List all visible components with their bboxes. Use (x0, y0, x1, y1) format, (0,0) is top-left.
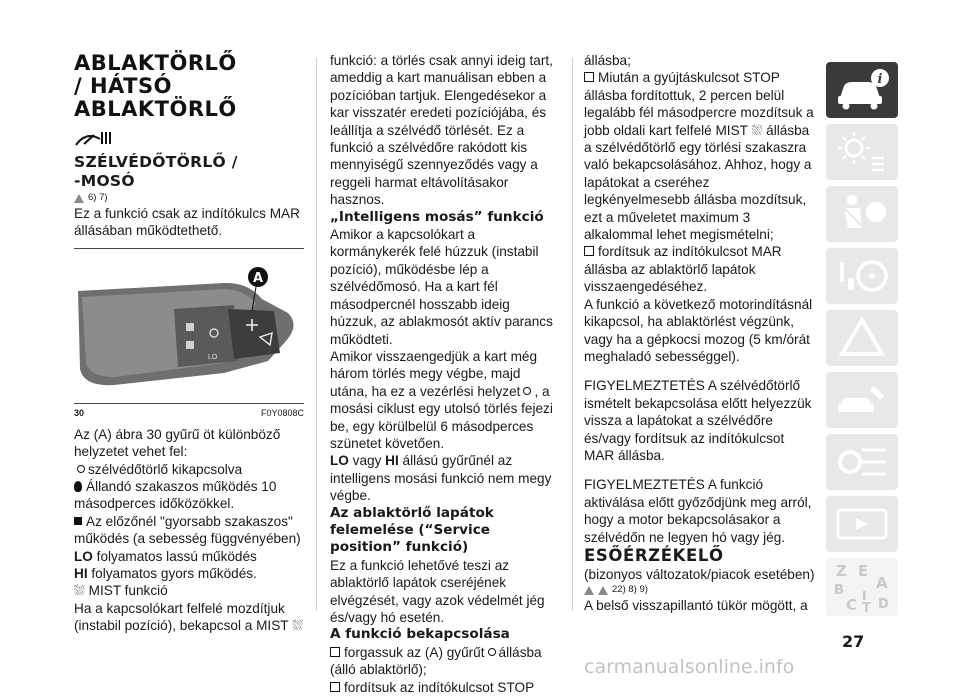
list-item: LO folyamatos lassú működés (74, 548, 257, 564)
subheading: „Intelligens mosás” funkció (330, 208, 544, 225)
list-item: forgassuk az (A) gyűrűt állásba (álló ablaktörlő); (330, 644, 542, 678)
steering-wheel-icon (826, 248, 898, 304)
column-2 (330, 52, 560, 696)
off-position-icon (488, 648, 496, 656)
warning-paragraph: FIGYELMEZTETÉS A szélvédőtörlő ismételt bekapcsolása előtt helyezzük vissza a lapátokat a szélvédőre és/vagy fordítsuk az indítókulcsot MAR állásba. (584, 378, 812, 463)
svg-text:Z: Z (836, 562, 847, 580)
list-item: ⛆ MIST funkció (74, 583, 168, 599)
tab-index[interactable] (826, 558, 898, 616)
multimedia-icon (826, 496, 898, 552)
subheading: A funkció bekapcsolása (330, 626, 510, 643)
paragraph: A funkció a következő motorindításnál kikapcsol, ha ablaktörlést végzünk, vagy ha a gépkocsi mozog (5 km/órát meghaladó sebességgel). (584, 296, 813, 364)
svg-text:C: C (846, 596, 858, 614)
paragraph: Ha a kapcsolókart felfelé mozdítjuk (instabil pozíció), bekapcsol a MIST ⛆ (74, 600, 303, 634)
warning-icon (584, 586, 594, 595)
list-item: fordítsuk az indítókulcsot STOP (330, 679, 560, 696)
warning-refs: 6) 7) (74, 191, 304, 205)
tab-vehicle-info[interactable] (826, 62, 898, 118)
wrench-car-icon (826, 372, 898, 428)
seatbelt-airbag-icon (826, 186, 898, 242)
figure-callout-a: A (252, 270, 264, 286)
list-item: fordítsuk az indítókulcsot MAR állásba az ablaktörlő lapátok visszaengedéséhez. (584, 244, 782, 295)
figure-caption (74, 406, 304, 420)
paragraph: Ez a funkció csak az indítókulcs MAR állásában működtethető. (74, 206, 300, 239)
paragraph: Az (A) ábra 30 gyűrű öt különböző helyzetet vehet fel: (74, 426, 281, 460)
wiper-stalk-illustration (74, 249, 304, 403)
car-info-icon (826, 62, 898, 118)
figure-code: F0Y0808C (260, 407, 304, 418)
column-3 (584, 52, 816, 615)
subsection-title: -MOSÓ (74, 172, 135, 190)
paragraph: A belső visszapillantó tükör mögött, a (584, 598, 808, 614)
warning-triangle-icon (826, 310, 898, 366)
svg-text:i: i (877, 72, 883, 87)
svg-text:I: I (862, 589, 867, 603)
bullet-box-icon (330, 682, 340, 692)
svg-text:B: B (834, 583, 844, 598)
mist-icon: ⛆ (292, 618, 303, 634)
svg-text:D: D (878, 597, 889, 612)
warning-refs: 22) 8) 9) (584, 583, 816, 597)
paragraph: Amikor a kapcsolókart a kormánykerék felé húzzuk (instabil pozíció), működésbe lép a szélvédőmosó. Ha a kart fél másodpercnél hosszabb ideig húzzuk, az ablakmosót aktív parancs működteti. (330, 227, 553, 347)
off-position-icon (523, 387, 531, 395)
list-item: szélvédőtörlő kikapcsolva (74, 461, 304, 478)
figure-wiper-stalk (74, 248, 304, 404)
svg-text:LO: LO (208, 353, 218, 361)
page-number: 27 (842, 632, 865, 651)
paragraph: Ez a funkció lehetővé teszi az ablaktörlő lapátok cseréjének elvégzését, vagy azok védelmét jég és/vagy hó esetén. (330, 557, 545, 625)
list-item: HI folyamatos gyors működés. (74, 566, 257, 582)
paragraph: funkció: a törlés csak annyi ideig tart, ameddig a kart manuálisan ebben a pozícióban tartjuk. Elengedésekor a kar visszatér eredeti pozíciójába, és leállítja a szélvédő törlését. Ez a funkció a szélvédőre rakódott kis mennyiségű szennyeződés vagy a reggeli harmat eltávolításakor hasznos. (330, 53, 553, 208)
section-title: / HÁTSÓ (74, 74, 172, 98)
warning-paragraph: FIGYELMEZTETÉS A funkció aktiválása előtt győződjünk meg arról, hogy a motor bekapcsolásakor a szélvédőn ne legyen hó vagy jég. (584, 477, 812, 545)
svg-text:A: A (876, 574, 888, 592)
watermark: carmanualsonline.info (584, 656, 795, 678)
tab-specifications[interactable] (826, 434, 898, 490)
mist-icon: ⛆ (751, 122, 763, 138)
paragraph: Amikor visszaengedjük a kart még három törlés megy végbe, majd utána, ha ez a vezérlési helyzet , a mosási ciklust egy utolsó törlés fejezi be, egy körülbelül 6 másodperces szünetet követően. (330, 348, 553, 451)
svg-text:E: E (858, 562, 869, 580)
paragraph: LO vagy HI állású gyűrűnél az intelligens mosási funkció nem megy végbe. (330, 453, 552, 504)
svg-text:T: T (862, 601, 871, 616)
intermittent-icon (74, 481, 82, 492)
tab-emergency[interactable] (826, 310, 898, 366)
tab-safety[interactable] (826, 186, 898, 242)
bullet-box-icon (330, 647, 340, 657)
section-title: ABLAKTÖRLŐ (74, 51, 237, 75)
index-letters-icon (826, 558, 898, 616)
tab-dashboard-lights[interactable] (826, 124, 898, 180)
subsection-title: SZÉLVÉDŐTÖRLŐ / (74, 153, 238, 171)
list-item: Az előzőnél "gyorsabb szakaszos" működés (a sebesség függvényében) (74, 513, 301, 547)
column-divider (316, 58, 317, 611)
section-title: ABLAKTÖRLŐ (74, 97, 237, 121)
tab-multimedia[interactable] (826, 496, 898, 552)
figure-number: 30 (74, 407, 85, 418)
sun-lights-icon (826, 124, 898, 180)
fast-intermittent-icon (74, 517, 82, 525)
list-item: Miután a gyújtáskulcsot STOP állásba fordítottuk, 2 percen belül legalább fél másodpercre mozdítsuk a jobb oldali kart felfelé MIST ⛆ állásba a szélvédőtörlő egy törlési szakaszra való bekapcsolásához. Ahhoz, hogy a lapátokat a cseréhez legkényelmesebb állásba mozdítsuk, ezt a műveletet maximum 3 alkalommal lehet megismételni; (584, 70, 814, 243)
paragraph: állásba; (584, 53, 631, 68)
gear-specs-icon (826, 434, 898, 490)
column-divider (572, 58, 573, 611)
section-title: ESŐÉRZÉKELŐ (584, 545, 724, 565)
wiper-symbol-icon (74, 129, 304, 147)
mist-icon: ⛆ (74, 583, 89, 599)
warning-icon (598, 586, 608, 595)
bullet-box-icon (584, 246, 594, 256)
subheading: Az ablaktörlő lapátok felemelése (“Service position” funkció) (330, 504, 494, 556)
list-item: Állandó szakaszos működés 10 másodperces időközökkel. (74, 479, 277, 512)
bullet-box-icon (584, 72, 594, 82)
subtitle: (bizonyos változatok/piacok esetében) (584, 566, 815, 582)
warning-icon (74, 194, 84, 203)
tab-driving[interactable] (826, 248, 898, 304)
off-position-icon (77, 465, 85, 473)
column-1 (74, 52, 304, 635)
tab-maintenance[interactable] (826, 372, 898, 428)
